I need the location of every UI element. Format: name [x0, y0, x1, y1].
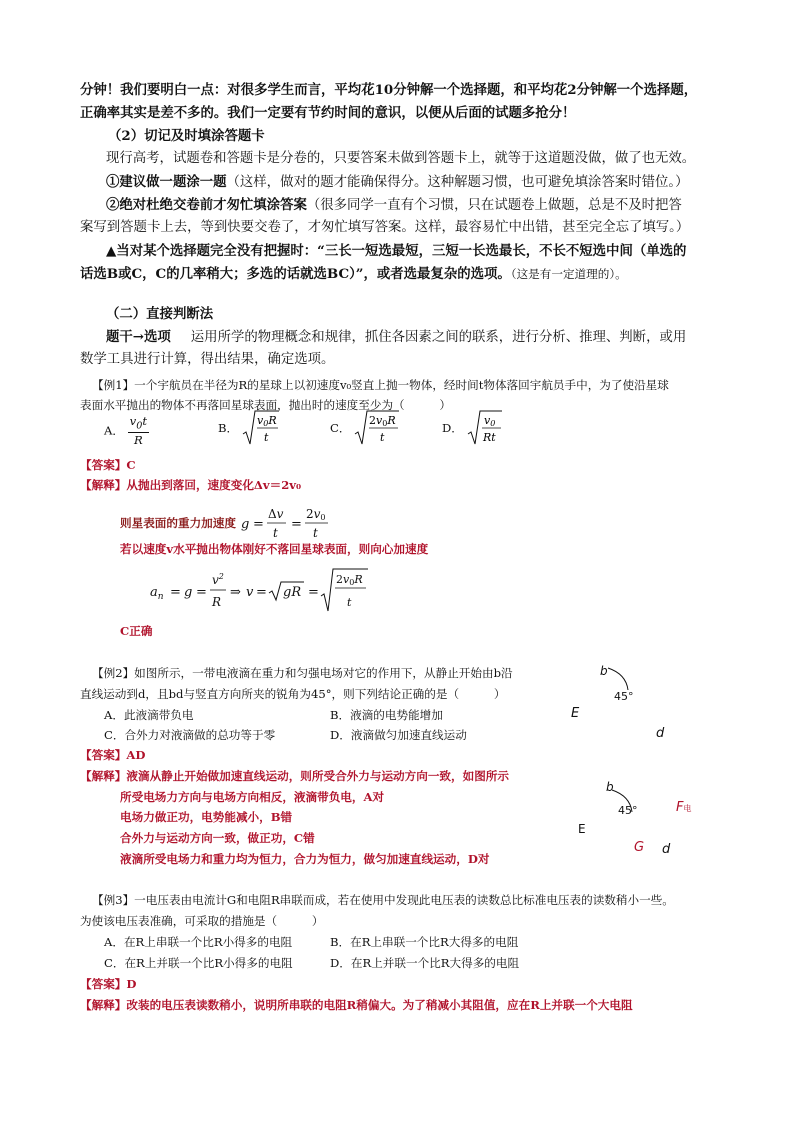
ex2-fig1-label-e: E [571, 706, 580, 721]
ex2-fig2-label-force [676, 800, 691, 815]
svg-text:g: g [184, 585, 193, 600]
ex1-option-a [104, 414, 149, 448]
ex1-explanation-3: 若以速度v水平抛出物体刚好不落回星球表面，则向心加速度 [120, 542, 429, 556]
ex1-option-d [442, 408, 503, 448]
ex2-fig1-label-angle: 45° [614, 690, 634, 703]
svg-text:gR: gR [283, 585, 302, 600]
ex1-option-c-formula [354, 408, 400, 448]
svg-text:t: t [263, 431, 269, 444]
ex1-explanation-4: C正确 [120, 624, 153, 638]
ex2-fig1-label-d: d [656, 726, 665, 741]
ex2-fig2-label-b: b [606, 780, 614, 794]
ex2-question-line-1: 【例2】如图所示，一带电液滴在重力和匀强电场对它的作用下，从静止开始由b沿 [92, 666, 513, 680]
svg-text:=: = [196, 585, 207, 600]
ex2-question-line-2: 直线运动到d，且bd与竖直方向所夹的锐角为45°，则下列结论正确的是（ ） [80, 687, 506, 701]
ex1-question-line-2: 表面水平抛出的物体不再落回星球表面，抛出时的速度至少为（ ） [80, 398, 452, 412]
intro-para-3-cont: 案写到答题卡上去，等到快要交卷了，才匆忙填写答案。这样，最容易忙中出错，甚至完全忘了填写。） [80, 220, 690, 235]
tip-2-text: （很多同学一直有个习惯，只在试题卷上做题，总是不及时把答 [306, 198, 682, 213]
ex2-explanation-2: 所受电场力方向与电场方向相反，液滴带负电，A对 [120, 790, 385, 804]
svg-text:=: = [170, 585, 181, 600]
ex2-explanation-5: 液滴所受电场力和重力均为恒力，合力为恒力，做匀加速直线运动，D对 [120, 852, 490, 866]
section-2-lead-text: 运用所学的物理概念和规律，抓住各因素之间的联系，进行分析、推理、判断，或用 [190, 330, 687, 345]
ex2-fig2-label-angle: 45° [618, 804, 638, 817]
ex1-explanation-1: 【解释】从抛出到落回，速度变化Δv＝2v₀ [80, 478, 302, 492]
svg-text:2v0R: 2v0R [369, 414, 396, 428]
ex3-option-a: A．在R上串联一个比R小得多的电阻 [104, 935, 293, 949]
ex3-option-c: C．在R上并联一个比R小得多的电阻 [104, 956, 293, 970]
section-2-title: （二）直接判断法 [106, 306, 214, 322]
ex1-option-a-formula: $\frac{v_0t}{R}$ [129, 414, 148, 448]
svg-text:⇒: ⇒ [230, 585, 241, 600]
ex2-fig2-label-force-f: F [676, 800, 684, 815]
ex1-option-d-label: D． [442, 420, 463, 435]
ex1-option-c-label: C． [330, 420, 351, 435]
svg-text:=: = [308, 585, 319, 600]
ex2-fig2-label-e: E [578, 822, 586, 836]
svg-text:v0: v0 [483, 414, 495, 428]
intro-para-4: ▲当对某个选择题完全没有把握时：“三长一短选最短，三短一长选最长，不长不短选中间（单选的 [106, 243, 687, 259]
ex2-fig1-label-b: b [600, 664, 608, 678]
tip-1-text: （这样，做对的题才能确保得分。这种解题习惯，也可避免填涂答案时错位。） [226, 175, 689, 190]
ex1-gravity-formula [240, 504, 336, 542]
ex2-explanation-1: 【解释】液滴从静止开始做加速直线运动，则所受合外力与运动方向一致，如图所示 [80, 769, 509, 783]
ex1-centripetal-formula [148, 566, 378, 614]
svg-text:=: = [291, 517, 302, 532]
tip-3-text: 话选B或C，C的几率稍大；多选的话就选BC）”，或者选最复杂的选项。 [80, 266, 511, 282]
section-2-lead [106, 329, 686, 347]
ex1-answer: 【答案】C [80, 458, 136, 472]
svg-text:Rt: Rt [482, 431, 496, 444]
tip-1-title: ①建议做一题涂一题 [106, 174, 227, 190]
intro-heading-2: （2）切记及时填涂答题卡 [108, 128, 265, 144]
ex2-option-a: A．此液滴带负电 [104, 708, 194, 722]
ex2-fig2-label-d: d [662, 842, 671, 857]
ex1-option-b-formula [242, 408, 280, 448]
svg-text:g: g [241, 517, 250, 532]
tip-3-note: （这是有一定道理的）。 [510, 267, 627, 281]
ex3-answer: 【答案】D [80, 977, 137, 991]
ex1-question-line-1: 【例1】一个宇航员在半径为R的星球上以初速度v₀竖直上抛一物体，经时间t物体落回宇航员手中，为了使沿星球 [92, 378, 669, 392]
svg-text:R: R [212, 595, 222, 609]
ex3-option-d: D．在R上并联一个比R大得多的电阻 [330, 956, 520, 970]
ex2-fig2-label-g: G [634, 840, 645, 855]
svg-text:2v0: 2v0 [306, 507, 326, 522]
ex3-question-line-1: 【例3】一电压表由电流计G和电阻R串联而成，若在使用中发现此电压表的读数总比标准电压表的读数稍小一些。 [92, 893, 674, 907]
svg-text:t: t [380, 431, 385, 444]
intro-para-2 [106, 174, 689, 192]
ex2-option-d: D．液滴做匀加速直线运动 [330, 728, 467, 742]
svg-text:an: $a_n$ [150, 585, 164, 602]
ex1-explanation-2 [120, 504, 336, 542]
intro-line-2: 正确率其实是差不多的。我们一定要有节约时间的意识，以便从后面的试题多抢分！ [80, 105, 576, 121]
svg-text:t: t [313, 526, 318, 540]
ex1-option-c [330, 408, 400, 448]
tip-2-title: ②绝对杜绝交卷前才匆忙填涂答案 [106, 197, 307, 213]
ex1-option-d-formula [467, 408, 503, 448]
ex1-explanation-2-text: 则星表面的重力加速度 [120, 515, 236, 530]
intro-line-1: 分钟！我们要明白一点：对很多学生而言，平均花10分钟解一个选择题，和平均花2分钟解一个选择题， [80, 82, 698, 98]
section-2-lead-cont: 数学工具进行计算，得出结果，确定选项。 [80, 352, 335, 367]
ex1-option-b-label: B． [218, 420, 239, 435]
svg-text:=: = [256, 585, 267, 600]
ex2-fig2-label-force-sub: 电 [683, 804, 692, 813]
svg-text:t: t [273, 526, 278, 540]
intro-para-4-cont [80, 266, 627, 284]
ex2-option-b: B．液滴的电势能增加 [330, 708, 443, 722]
section-2-lead-bold: 题干→选项 [106, 329, 171, 345]
ex3-question-line-2: 为使该电压表准确，可采取的措施是（ ） [80, 914, 324, 928]
svg-text:v0R: v0R [256, 414, 277, 428]
intro-para-3 [106, 197, 682, 215]
svg-text:v: v [246, 585, 254, 600]
ex2-option-c: C．合外力对液滴做的总功等于零 [104, 728, 276, 742]
ex3-explanation-1: 【解释】改装的电压表读数稍小，说明所串联的电阻R稍偏大。为了稍减小其阻值，应在R上并联一个大电阻 [80, 998, 633, 1012]
ex1-option-b [218, 408, 280, 448]
svg-text:v2: $v^2$ [212, 572, 224, 587]
svg-text:=: = [253, 517, 264, 532]
svg-text:Δv: Δv [268, 507, 284, 521]
ex2-explanation-4: 合外力与运动方向一致，做正功，C错 [120, 831, 315, 845]
intro-para-1: 现行高考，试题卷和答题卡是分卷的，只要答案未做到答题卡上，就等于这道题没做，做了也无效。 [106, 151, 696, 166]
svg-text:2v0R: 2v0R [336, 573, 363, 587]
ex1-option-a-label: A． [104, 423, 124, 438]
ex2-explanation-3: 电场力做正功，电势能减小，B错 [120, 810, 293, 824]
ex3-option-b: B．在R上串联一个比R大得多的电阻 [330, 935, 519, 949]
ex2-answer: 【答案】AD [80, 748, 146, 762]
svg-text:t: t [347, 596, 352, 609]
